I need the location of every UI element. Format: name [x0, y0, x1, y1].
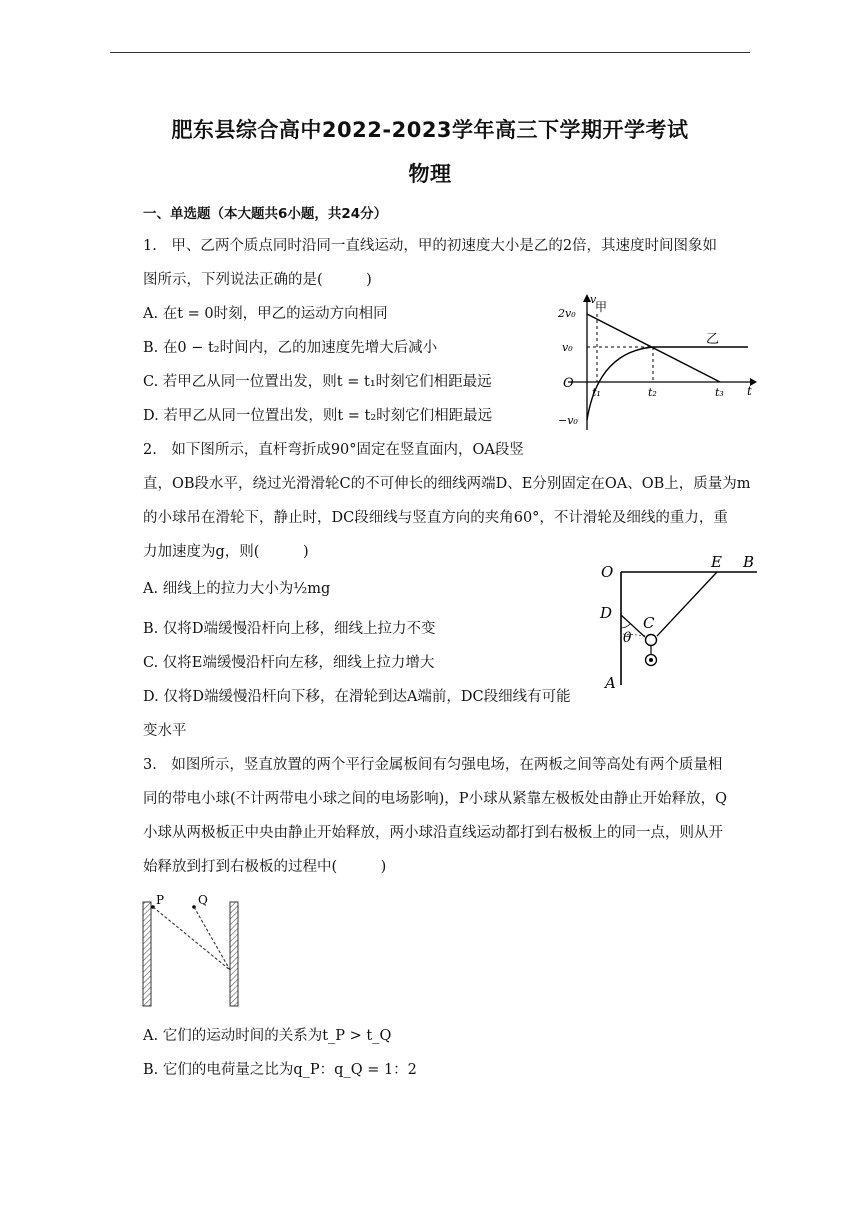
label-c: C	[643, 614, 655, 632]
string-ce	[657, 572, 717, 636]
label-e: E	[711, 553, 722, 571]
q2-option-b: B. 仅将D端缓慢沿杆向上移，细线上拉力不变	[143, 621, 436, 637]
q3-option-a: A. 它们的运动时间的关系为t_P > t_Q	[143, 1028, 392, 1044]
label-yi: 乙	[706, 332, 720, 347]
page-title: 肥东县综合高中2022-2023学年高三下学期开学考试	[171, 118, 689, 142]
label-v: v	[590, 293, 597, 306]
q1-option-c: C. 若甲乙从同一位置出发，则t = t₁时刻它们相距最远	[143, 374, 492, 390]
label-jia: 甲	[595, 300, 608, 314]
q3-stem-line2: 同的带电小球(不计两带电小球之间的电场影响)，P小球从紧靠左极板处由静止开始释放，Q	[143, 791, 727, 807]
q3-capacitor-figure	[140, 890, 244, 1010]
q3-option-b: B. 它们的电荷量之比为q_P：q_Q = 1：2	[143, 1062, 417, 1078]
q2-stem-line2: 直，OB段水平，绕过光滑滑轮C的不可伸长的细线两端D、E分别固定在OA、OB上，质量为m	[143, 476, 751, 492]
ball-center	[649, 658, 653, 662]
label-origin: O	[563, 376, 574, 391]
q1-option-b: B. 在0 − t₂时间内，乙的加速度先增大后减小	[143, 340, 438, 356]
q3-stem-line3: 小球从两极板正中央由静止开始释放，两小球沿直线运动都打到右极板上的同一点，则从开	[143, 825, 723, 841]
label-t: t	[747, 384, 752, 398]
label-a: A	[605, 674, 616, 690]
q2-stem-line3: 的小球吊在滑轮下，静止时，DC段细线与竖直方向的夹角60°，不计滑轮及细线的重力，重	[143, 510, 728, 526]
label-t2: t₂	[648, 386, 657, 399]
q3-stem-line1: 3. 如图所示，竖直放置的两个平行金属板间有匀强电场，在两板之间等高处有两个质量相	[143, 757, 723, 773]
q1-option-d: D. 若甲乙从同一位置出发，则t = t₂时刻它们相距最远	[143, 408, 493, 424]
q3-stem-line4: 始释放到打到右极板的过程中( )	[143, 859, 387, 875]
section-heading: 一、单选题（本大题共6小题，共24分）	[143, 206, 388, 222]
theta-arc	[621, 624, 630, 628]
path-p	[153, 907, 230, 970]
q2-pulley-figure	[595, 550, 760, 690]
label-theta: θ	[623, 630, 632, 646]
q2-option-c: C. 仅将E端缓慢沿杆向左移，细线上拉力增大	[143, 655, 435, 671]
q1-option-a: A. 在t = 0时刻，甲乙的运动方向相同	[143, 306, 388, 322]
q1-velocity-time-graph	[558, 292, 758, 434]
label-p: P	[156, 893, 165, 907]
label-q: Q	[198, 893, 208, 907]
q2-option-d-line2: 变水平	[143, 723, 187, 739]
page-subtitle: 物理	[408, 162, 452, 186]
q1-stem-line1: 1. 甲、乙两个质点同时沿同一直线运动，甲的初速度大小是乙的2倍，其速度时间图象如	[143, 238, 718, 254]
path-q	[194, 907, 230, 970]
label-t3: t₃	[715, 386, 724, 399]
label-o: O	[601, 563, 614, 581]
right-plate	[230, 902, 238, 1006]
label-b: B	[743, 553, 755, 571]
q2-option-d-line1: D. 仅将D端缓慢沿杆向下移，在滑轮到达A端前，DC段细线有可能	[143, 689, 571, 705]
label-t1: t₁	[592, 386, 601, 399]
label-d: D	[600, 604, 613, 622]
header-rule	[110, 52, 750, 53]
q2-option-a: A. 细线上的拉力大小为½mg	[143, 581, 331, 597]
q1-stem-line2: 图所示，下列说法正确的是( )	[143, 272, 372, 288]
left-plate	[143, 902, 151, 1006]
q2-stem-line4: 力加速度为g，则( )	[143, 544, 309, 560]
label-v0: v₀	[562, 341, 573, 354]
q2-stem-line1: 2. 如下图所示，直杆弯折成90°固定在竖直面内，OA段竖	[143, 442, 524, 458]
pulley-c	[646, 635, 657, 646]
label-neg-v0: −v₀	[558, 414, 578, 427]
label-2v0: 2v₀	[558, 307, 576, 320]
